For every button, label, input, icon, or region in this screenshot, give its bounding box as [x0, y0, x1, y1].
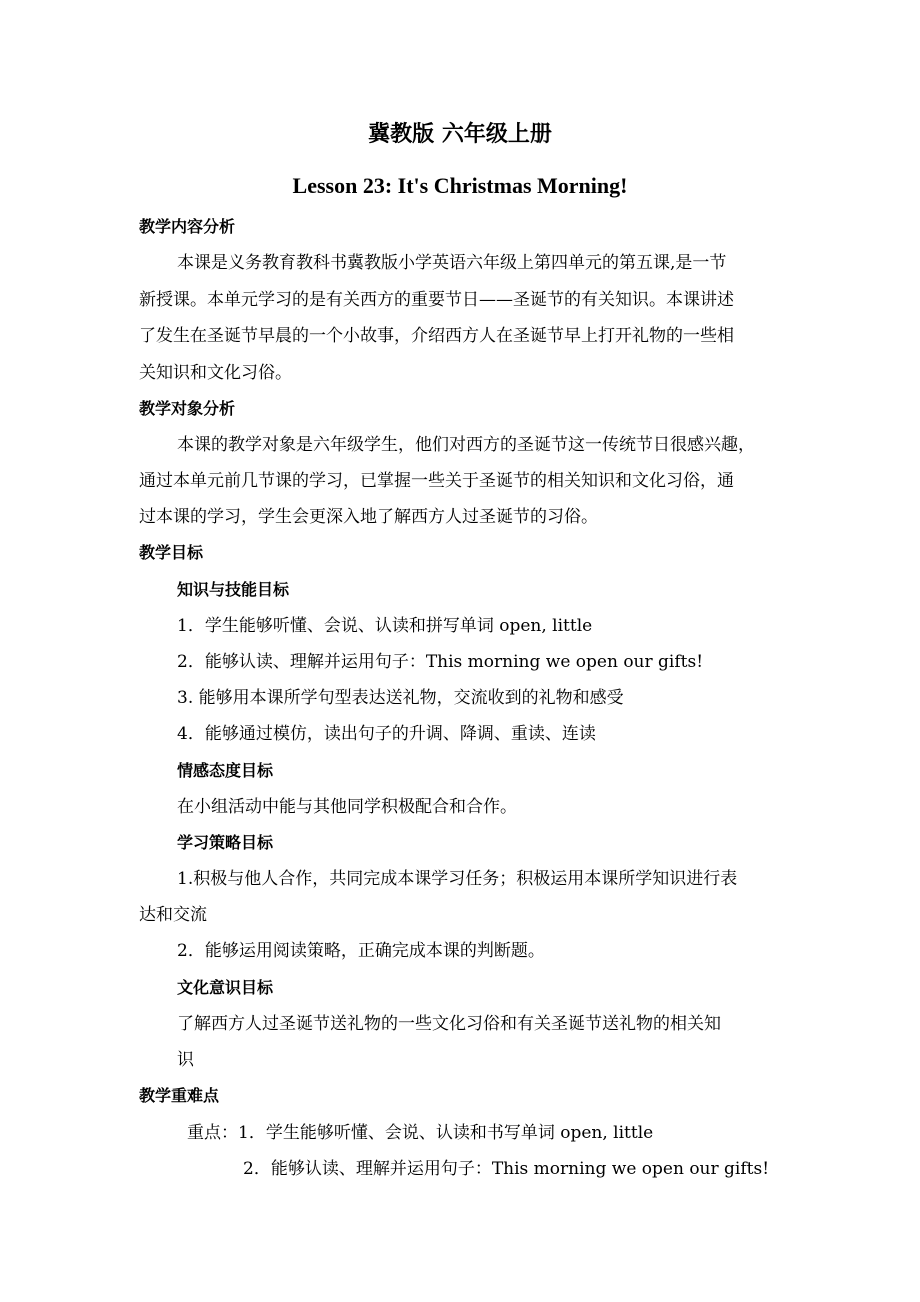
subheading-emotion-goals: 情感态度目标 [177, 761, 274, 780]
section-heading-goals: 教学目标 [139, 543, 204, 562]
student-analysis-line: 通过本单元前几节课的学习，已掌握一些关于圣诞节的相关知识和文化习俗，通 [139, 471, 734, 491]
section-heading-student-analysis: 教学对象分析 [139, 399, 236, 418]
strategy-goal-line: 1.积极与他人合作，共同完成本课学习任务；积极运用本课所学知识进行表 [177, 869, 738, 889]
student-analysis-line: 过本课的学习，学生会更深入地了解西方人过圣诞节的习俗。 [139, 507, 598, 527]
key-point-line: 2．能够认读、理解并运用句子：This morning we open our gifts! [243, 1159, 770, 1179]
lesson-title: Lesson 23: It's Christmas Morning! [292, 173, 628, 198]
section-heading-content-analysis: 教学内容分析 [139, 217, 236, 236]
emotion-goal-text: 在小组活动中能与其他同学积极配合和合作。 [177, 797, 517, 817]
subheading-culture-goals: 文化意识目标 [177, 978, 274, 997]
strategy-goal-line: 达和交流 [139, 905, 207, 925]
culture-goal-line: 了解西方人过圣诞节送礼物的一些文化习俗和有关圣诞节送礼物的相关知 [177, 1014, 721, 1034]
culture-goal-line: 识 [177, 1050, 194, 1070]
content-analysis-line: 关知识和文化习俗。 [139, 363, 292, 383]
document-title: 冀教版 六年级上册 [368, 122, 552, 147]
student-analysis-line: 本课的教学对象是六年级学生，他们对西方的圣诞节这一传统节日很感兴趣， [177, 435, 755, 455]
section-heading-key-points: 教学重难点 [139, 1086, 220, 1105]
knowledge-goal-item: 1．学生能够听懂、会说、认读和拼写单词 open, little [177, 616, 593, 636]
subheading-strategy-goals: 学习策略目标 [177, 833, 274, 852]
knowledge-goal-item: 2．能够认读、理解并运用句子：This morning we open our gifts! [177, 652, 704, 672]
knowledge-goal-item: 3. 能够用本课所学句型表达送礼物，交流收到的礼物和感受 [177, 688, 624, 708]
content-analysis-line: 了发生在圣诞节早晨的一个小故事，介绍西方人在圣诞节早上打开礼物的一些相 [139, 326, 734, 346]
key-point-line: 重点：1．学生能够听懂、会说、认读和书写单词 open, little [187, 1123, 654, 1143]
subheading-knowledge-goals: 知识与技能目标 [177, 580, 290, 599]
knowledge-goal-item: 4．能够通过模仿，读出句子的升调、降调、重读、连读 [177, 724, 596, 744]
content-analysis-line: 新授课。本单元学习的是有关西方的重要节日——圣诞节的有关知识。本课讲述 [139, 290, 734, 310]
content-analysis-line: 本课是义务教育教科书冀教版小学英语六年级上第四单元的第五课,是一节 [177, 253, 727, 273]
strategy-goal-line: 2．能够运用阅读策略，正确完成本课的判断题。 [177, 941, 545, 961]
